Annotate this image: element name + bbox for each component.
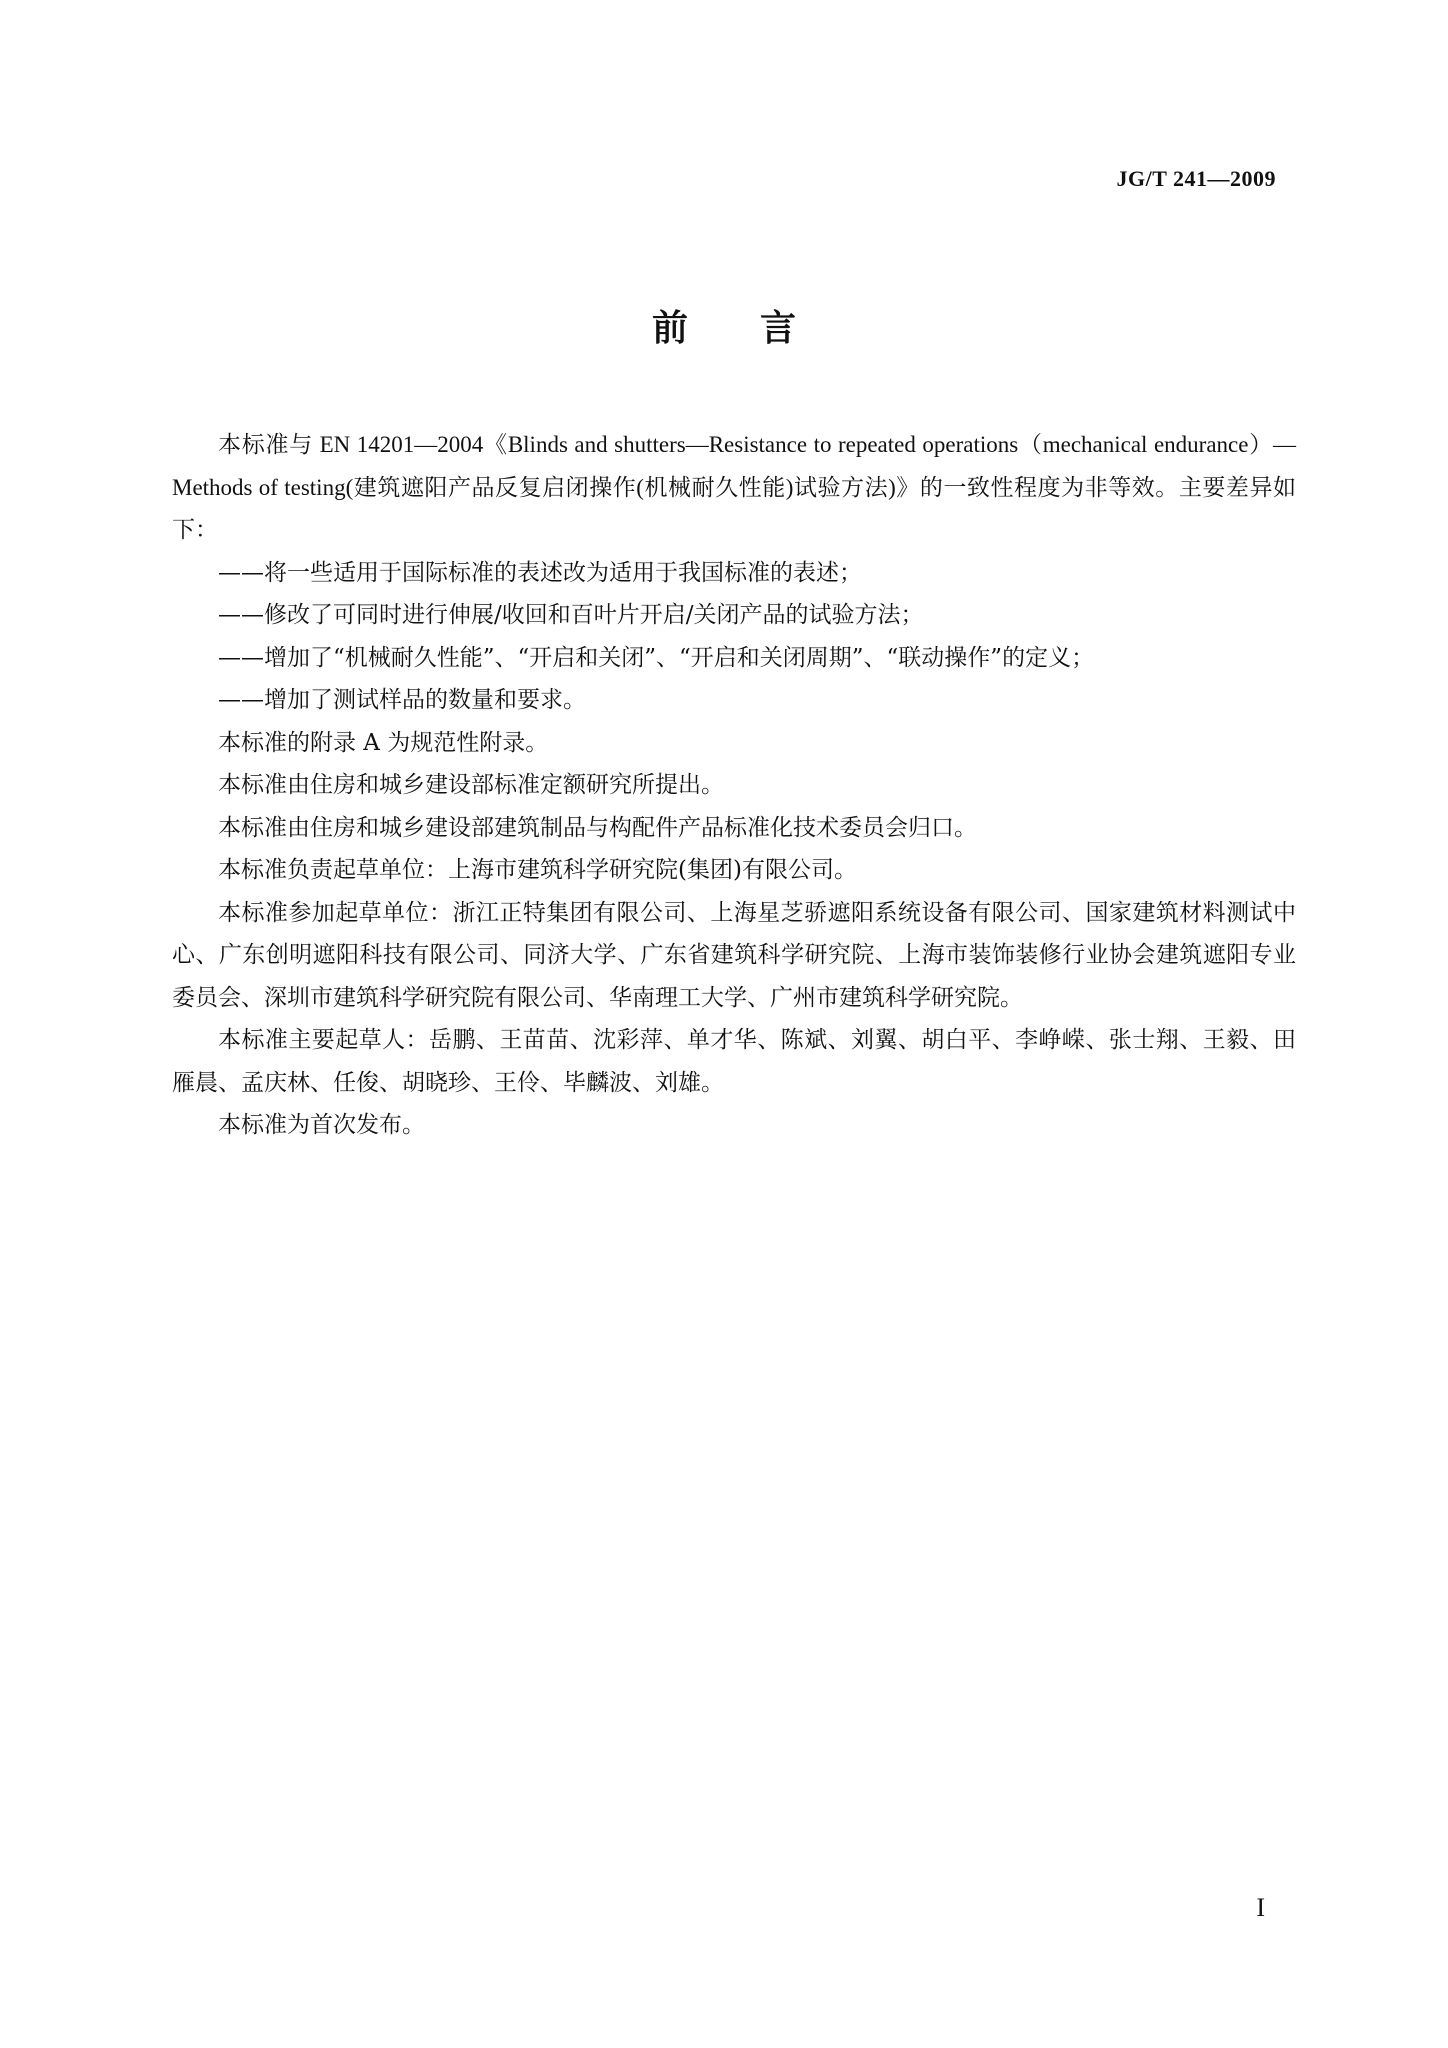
participating-drafters-paragraph: 本标准参加起草单位：浙江正特集团有限公司、上海星芝骄遮阳系统设备有限公司、国家建筑材料测试中心、广东创明遮阳科技有限公司、同济大学、广东省建筑科学研究院、上海市装饰装修行业协会建筑遮阳专业委员会、深圳市建筑科学研究院有限公司、华南理工大学、广州市建筑科学研究院。 <box>172 899 1296 1011</box>
intro-paragraph: 本标准与 EN 14201—2004《Blinds and shutters—Resistance to repeated operations（mechanical endurance）—Methods of testing(建筑遮阳产品反复启闭操作(机械耐久性能)试验方法)》的一致性程度为非等效。主要差异如下： <box>172 432 1296 542</box>
page-title: 前言 <box>651 308 868 349</box>
managed-by-paragraph: 本标准由住房和城乡建设部建筑制品与构配件产品标准化技术委员会归口。 <box>218 814 977 841</box>
first-release-paragraph: 本标准为首次发布。 <box>218 1112 425 1138</box>
main-drafters-paragraph: 本标准主要起草人：岳鹏、王苗苗、沈彩萍、单才华、陈斌、刘翼、胡白平、李峥嵘、张士翔、王毅、田雁晨、孟庆林、任俊、胡晓珍、王伶、毕麟波、刘雄。 <box>172 1027 1296 1096</box>
difference-item: ——增加了“机械耐久性能”、“开启和关闭”、“开启和关闭周期”、“联动操作”的定义； <box>218 644 1095 671</box>
difference-item: ——修改了可同时进行伸展/收回和百叶片开启/关闭产品的试验方法； <box>218 602 924 628</box>
page-number: I <box>1256 1893 1265 1922</box>
difference-item: ——增加了测试样品的数量和要求。 <box>218 687 586 713</box>
proposed-by-paragraph: 本标准由住房和城乡建设部标准定额研究所提出。 <box>218 772 724 798</box>
appendix-paragraph: 本标准的附录 A 为规范性附录。 <box>218 729 549 756</box>
foreword-body <box>172 424 1296 1147</box>
standard-code: JG/T 241—2009 <box>1116 166 1276 191</box>
difference-item: ——将一些适用于国际标准的表述改为适用于我国标准的表述； <box>218 559 862 586</box>
responsible-drafter-paragraph: 本标准负责起草单位：上海市建筑科学研究院(集团)有限公司。 <box>218 857 857 883</box>
